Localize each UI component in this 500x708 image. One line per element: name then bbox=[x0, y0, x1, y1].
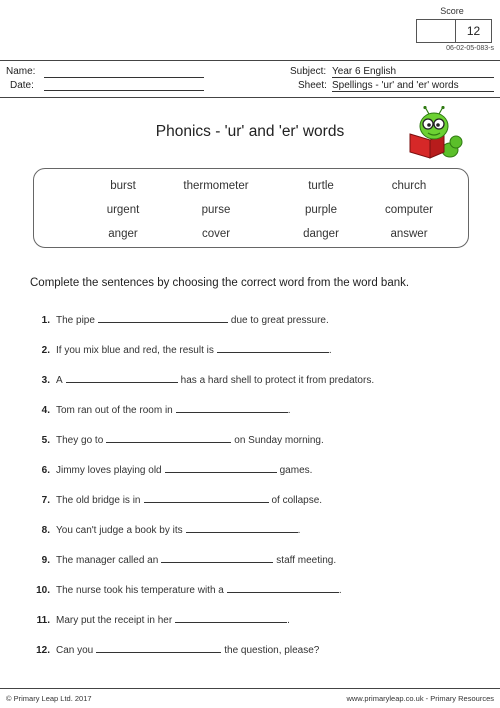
question-number: 3. bbox=[41, 375, 50, 386]
word-bank-item: turtle bbox=[308, 180, 334, 192]
word-bank bbox=[33, 168, 469, 248]
instruction-text: Complete the sentences by choosing the correct word from the word bank. bbox=[30, 277, 410, 289]
answer-blank[interactable] bbox=[227, 583, 339, 593]
score-total: 12 bbox=[466, 24, 481, 38]
date-field[interactable] bbox=[44, 80, 204, 91]
word-bank-item: church bbox=[391, 180, 427, 192]
answer-blank[interactable] bbox=[175, 613, 287, 623]
subject-value: Year 6 English bbox=[332, 66, 494, 78]
question-text-after: . bbox=[287, 405, 291, 416]
question-number: 12. bbox=[36, 645, 50, 656]
question-9 bbox=[30, 553, 336, 566]
question-text-before: The manager called an bbox=[56, 555, 159, 566]
word-bank-item: danger bbox=[303, 228, 339, 240]
question-text-after: . bbox=[287, 615, 290, 626]
question-5 bbox=[30, 433, 324, 446]
question-3 bbox=[30, 373, 374, 386]
word-bank-item: purple bbox=[305, 204, 337, 216]
answer-blank[interactable] bbox=[186, 523, 298, 533]
question-text-after: has a hard shell to protect it from predators. bbox=[180, 375, 375, 386]
name-label: Name: bbox=[6, 66, 36, 77]
word-bank-item: answer bbox=[390, 228, 428, 240]
question-number: 6. bbox=[41, 465, 50, 476]
question-10 bbox=[30, 583, 342, 596]
answer-blank[interactable] bbox=[98, 313, 228, 323]
question-number: 8. bbox=[41, 525, 50, 536]
answer-blank[interactable] bbox=[165, 463, 277, 473]
score-label: Score bbox=[440, 6, 464, 16]
name-field[interactable] bbox=[44, 67, 204, 78]
question-1 bbox=[30, 313, 329, 326]
header-divider bbox=[0, 97, 500, 98]
question-2 bbox=[30, 343, 332, 356]
answer-blank[interactable] bbox=[144, 493, 269, 503]
question-text-before: They go to bbox=[56, 435, 104, 446]
question-text-after: . bbox=[297, 525, 301, 536]
sheet-label: Sheet: bbox=[298, 80, 327, 91]
word-bank-item: thermometer bbox=[183, 180, 249, 192]
word-bank-item: burst bbox=[110, 180, 136, 192]
word-bank-item: anger bbox=[108, 228, 138, 240]
question-text-before: The pipe bbox=[56, 315, 95, 326]
answer-blank[interactable] bbox=[217, 343, 329, 353]
question-text-before: Can you bbox=[56, 645, 94, 656]
question-number: 10. bbox=[36, 585, 50, 596]
word-bank-item: urgent bbox=[106, 204, 140, 216]
question-number: 4. bbox=[41, 405, 50, 416]
question-text-after: due to great pressure. bbox=[230, 315, 329, 326]
question-text-before: Tom ran out of the room in bbox=[56, 405, 173, 416]
question-text-after: of collapse. bbox=[271, 495, 323, 506]
word-bank-item: cover bbox=[201, 228, 231, 240]
question-text-after: . bbox=[338, 585, 342, 596]
question-number: 7. bbox=[41, 495, 50, 506]
footer-copyright: © Primary Leap Ltd. 2017 bbox=[6, 694, 92, 703]
question-8 bbox=[30, 523, 300, 536]
answer-blank[interactable] bbox=[106, 433, 231, 443]
date-label: Date: bbox=[10, 80, 34, 91]
bookworm-icon bbox=[404, 106, 464, 162]
question-text-before: The old bridge is in bbox=[56, 495, 141, 506]
question-6 bbox=[30, 463, 312, 476]
question-text-after: games. bbox=[279, 465, 313, 476]
answer-blank[interactable] bbox=[176, 403, 288, 413]
question-number: 2. bbox=[41, 345, 50, 356]
question-12 bbox=[30, 643, 319, 656]
question-text-after: staff meeting. bbox=[276, 555, 337, 566]
question-number: 11. bbox=[36, 615, 50, 626]
question-text-after: . bbox=[328, 345, 332, 356]
question-4 bbox=[30, 403, 291, 416]
sheet-value: Spellings - 'ur' and 'er' words bbox=[332, 80, 494, 92]
answer-blank[interactable] bbox=[161, 553, 273, 563]
question-text-before: A bbox=[56, 375, 63, 386]
question-text-before: Mary put the receipt in her bbox=[56, 615, 173, 626]
question-text-before: You can't judge a book by its bbox=[56, 525, 183, 536]
question-number: 1. bbox=[41, 315, 50, 326]
top-divider bbox=[0, 60, 500, 61]
score-blank[interactable] bbox=[417, 20, 456, 42]
worksheet-code: 06-02-05-083-s bbox=[446, 45, 494, 52]
score-box bbox=[416, 19, 492, 43]
footer-website[interactable]: www.primaryleap.co.uk - Primary Resources bbox=[346, 694, 494, 703]
question-7 bbox=[30, 493, 322, 506]
subject-label: Subject: bbox=[290, 66, 327, 77]
footer-divider bbox=[0, 688, 500, 689]
question-number: 9. bbox=[41, 555, 50, 566]
question-11 bbox=[30, 613, 290, 626]
question-text-before: Jimmy loves playing old bbox=[56, 465, 162, 476]
word-bank-item: computer bbox=[385, 204, 433, 216]
answer-blank[interactable] bbox=[66, 373, 178, 383]
word-bank-item: purse bbox=[201, 204, 231, 216]
question-text-after: the question, please? bbox=[224, 645, 320, 656]
question-text-before: The nurse took his temperature with a bbox=[56, 585, 224, 596]
answer-blank[interactable] bbox=[96, 643, 221, 653]
question-number: 5. bbox=[41, 435, 50, 446]
question-text-before: If you mix blue and red, the result is bbox=[56, 345, 214, 356]
worksheet-title: Phonics - 'ur' and 'er' words bbox=[155, 123, 345, 140]
question-text-after: on Sunday morning. bbox=[234, 435, 324, 446]
